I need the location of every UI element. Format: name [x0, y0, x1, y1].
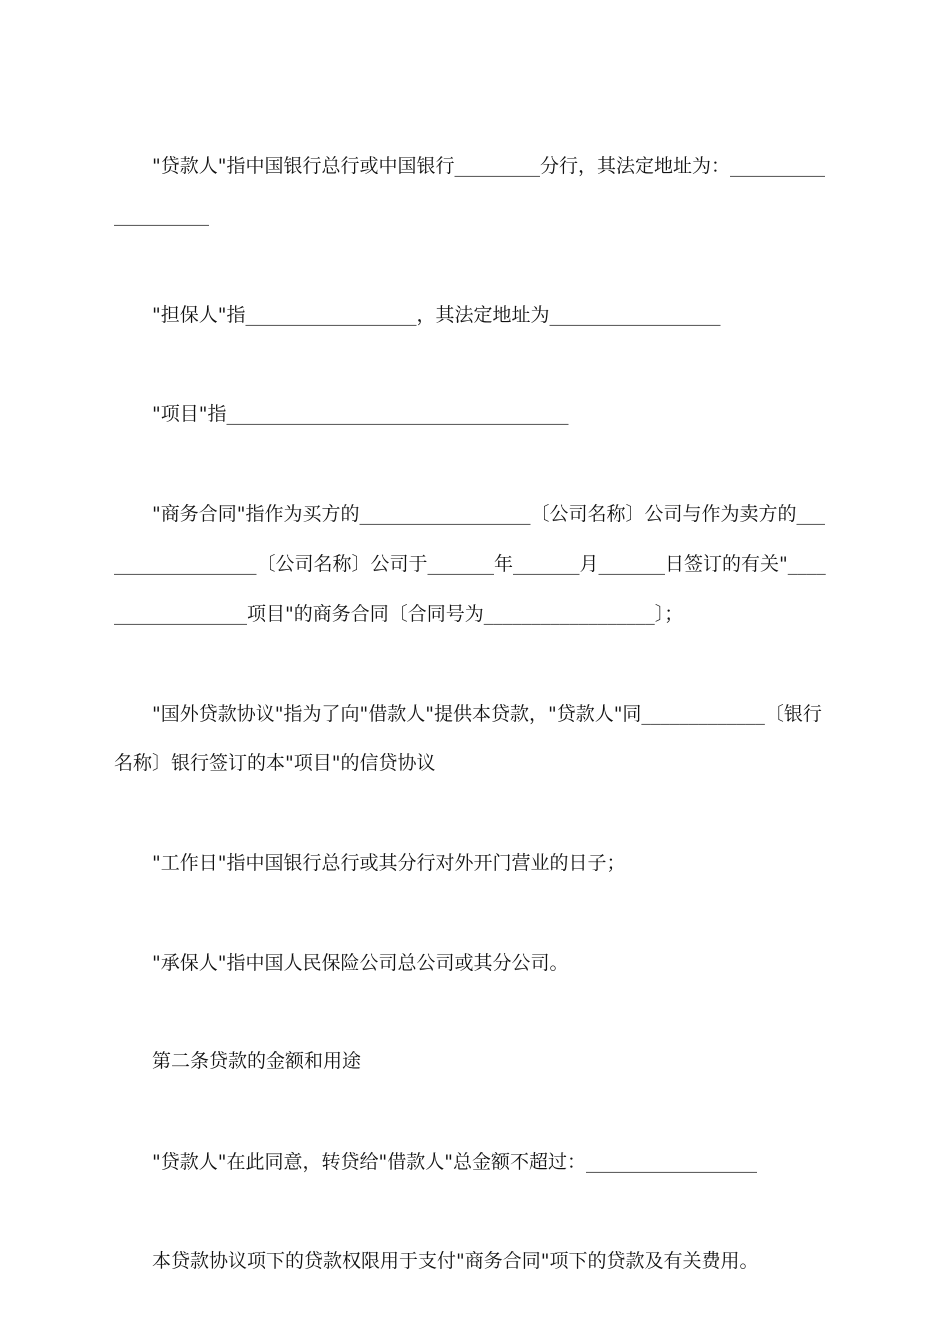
definition-commercial-contract-line-3: ______________项目"的商务合同〔合同号为__________________〕；: [114, 603, 684, 625]
definition-commercial-contract-line-2: _______________〔公司名称〕公司于_______年_______月_______日签订的有关"____: [114, 553, 826, 575]
article-2-heading: 第二条贷款的金额和用途: [152, 1050, 362, 1072]
definition-guarantor: "担保人"指__________________，其法定地址为__________________: [152, 304, 721, 326]
definition-insurer: "承保人"指中国人民保险公司总公司或其分公司。: [152, 952, 569, 974]
loan-amount-clause: "贷款人"在此同意，转贷给"借款人"总金额不超过：__________________: [152, 1151, 757, 1173]
definition-project: "项目"指____________________________________: [152, 403, 569, 425]
definition-commercial-contract-line-1: "商务合同"指作为买方的__________________〔公司名称〕公司与作为卖方的___: [152, 503, 825, 525]
loan-purpose-clause: 本贷款协议项下的贷款权限用于支付"商务合同"项下的贷款及有关费用。: [152, 1250, 759, 1272]
definition-foreign-loan-line-2: 名称〕银行签订的本"项目"的信贷协议: [114, 752, 436, 774]
definition-working-day: "工作日"指中国银行总行或其分行对外开门营业的日子；: [152, 852, 626, 874]
definition-foreign-loan-line-1: "国外贷款协议"指为了向"借款人"提供本贷款，"贷款人"同_____________〔银行: [152, 703, 822, 725]
definition-lender-line-1: "贷款人"指中国银行总行或中国银行_________分行，其法定地址为：__________: [152, 155, 825, 177]
definition-lender-line-2: __________: [114, 204, 209, 226]
